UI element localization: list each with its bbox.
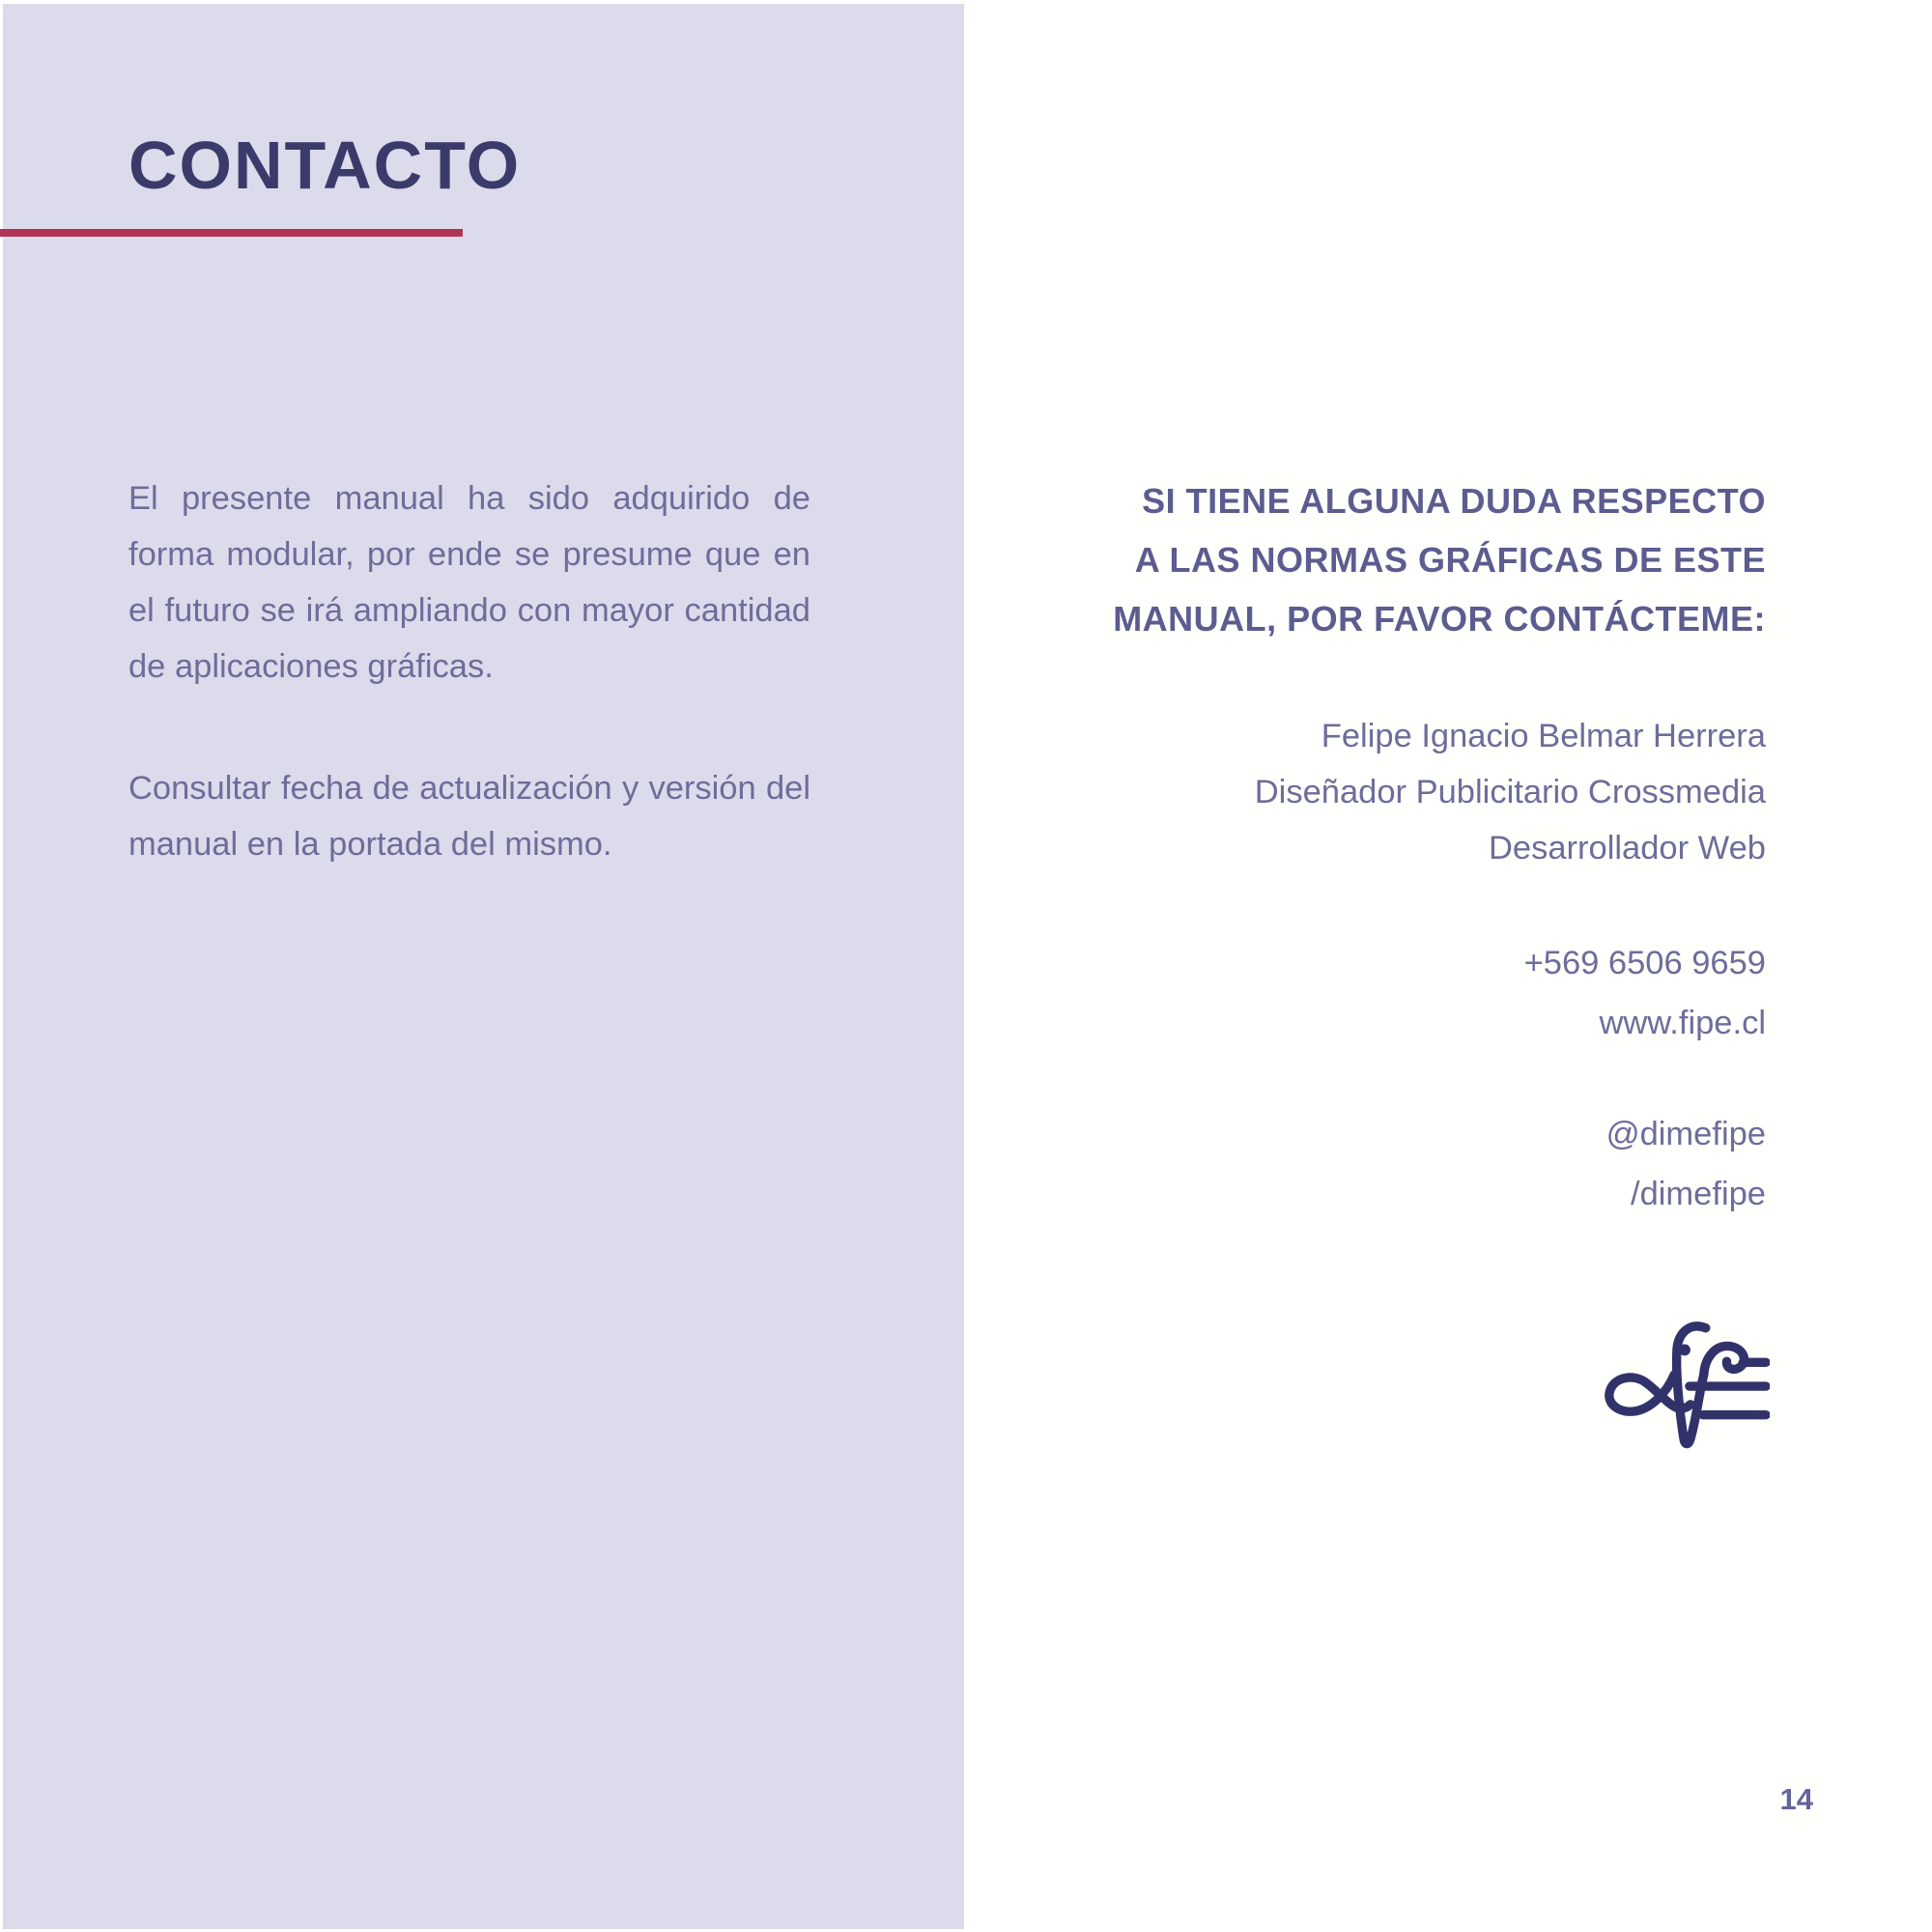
fipe-logo [1598, 1321, 1770, 1453]
right-panel [964, 0, 1932, 1932]
contact-phone: +569 6506 9659 [1523, 945, 1766, 981]
contact-website-link[interactable]: www.fipe.cl [1599, 1005, 1766, 1041]
contact-heading-line-2: A LAS NORMAS GRÁFICAS DE ESTE [1134, 540, 1766, 580]
left-panel [3, 4, 964, 1929]
social-handle-at[interactable]: @dimefipe [1605, 1116, 1766, 1152]
contact-name: Felipe Ignacio Belmar Herrera [1321, 718, 1766, 754]
social-handle-slash[interactable]: /dimefipe [1631, 1176, 1766, 1212]
title-accent-line [0, 229, 463, 237]
contact-person-block [1255, 708, 1766, 876]
contact-heading [1113, 471, 1766, 648]
page-title: CONTACTO [128, 128, 522, 203]
contact-reach-block [1524, 933, 1766, 1053]
intro-paragraph-1: El presente manual ha sido adquirido de forma modular, por ende se presume que en el futuro se irá ampliando con mayor cantidad de aplicaciones gráficas. [128, 480, 810, 685]
contact-heading-line-1: SI TIENE ALGUNA DUDA RESPECTO [1142, 481, 1766, 521]
contact-role-webdev: Desarrollador Web [1489, 830, 1766, 867]
contact-heading-line-3: MANUAL, POR FAVOR CONTÁCTEME: [1113, 599, 1766, 639]
contact-social-block [1606, 1104, 1766, 1224]
fipe-logo-p-spiral [1704, 1346, 1745, 1375]
contact-role-crossmedia: Diseñador Publicitario Crossmedia [1254, 774, 1766, 810]
intro-paragraph-2: Consultar fecha de actualización y versión del manual en la portada del mismo. [128, 770, 810, 863]
page-number: 14 [1779, 1782, 1813, 1816]
